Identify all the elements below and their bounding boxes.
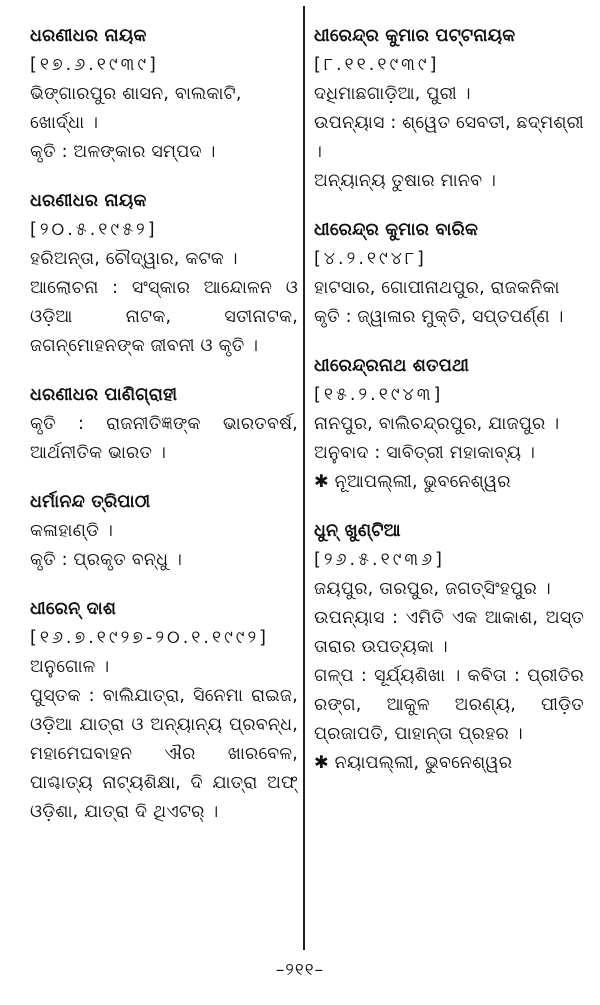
entry-name: ଧୀରେନ୍ଦ୍ରନାଥ ଶତପଥୀ [314,356,470,376]
entry-line: ଜୟପୁର, ତାରପୁର, ଜଗତ୍‌ସିଂହପୁର । [314,579,551,599]
entry-line: ✱ ନୟାପଲ୍ଲୀ, ଭୁବନେଶ୍ୱର [314,753,513,773]
entry-line: ଅନ୍ୟାନ୍ୟ ତୁଷାର ମାନବ । [314,171,497,191]
entry [30,595,298,827]
entry [30,488,298,575]
entry-dates: [୧୭.୬.୧୯୩୯] [30,55,159,75]
entry-dates: [୨୦.୫.୧୯୫୨] [30,220,158,240]
entry [30,22,298,167]
column-divider [303,6,305,950]
entry-dates: [୪.୨.୧୯୪୮] [314,249,427,269]
entry-name: ଧୀରେନ୍ ଦାଶ [30,599,117,619]
entry-line: ନାନପୁର, ବାଲିଚନ୍ଦ୍ରପୁର, ଯାଜପୁର । [314,414,560,434]
entry-line: ✱ ନୂଆପଲ୍ଲୀ, ଭୁବନେଶ୍ୱର [314,472,511,492]
entry-name: ଧରଣୀଧର ପାଣିଗ୍ରାହୀ [30,385,178,405]
entry-dates: [୨୬.୫.୧୯୩୬] [314,550,445,570]
entry-line: ଉପନ୍ୟାସ : ଶ୍ୱେତ ସେବତୀ, ଛଦ୍ମଶ୍ରୀ । [314,113,584,162]
entry-name: ଧର୍ମାନନ୍ଦ ତ୍ରିପାଠୀ [30,492,151,512]
entry-name: ଧୀରେନ୍ଦ୍ର କୁମାର ପଟ୍ଟନାୟକ [314,26,516,46]
entry-line: ଅନୁବାଦ : ସାବିତ୍ରୀ ମହାକାବ୍ୟ । [314,443,536,463]
entry-line: କୃତି : ପ୍ରକୃତ ବନ୍ଧୁ । [30,550,183,570]
right-column [314,22,584,798]
entry-line: ଉପନ୍ୟାସ : ଏମିତି ଏକ ଆକାଶ, ଅସ୍ତ ତାରାର ଉପତ୍ୟକା । [314,608,584,657]
left-column [30,22,298,847]
entry-line: ହାଟସାର, ଗୋପୀନାଥପୁର, ରାଜକନିକା [314,278,560,298]
entry [30,381,298,468]
entry [30,187,298,361]
entry-line: ଆଲୋଚନା : ସଂସ୍କାର ଆନ୍ଦୋଳନ ଓ ଓଡ଼ିଆ ନାଟକ, ସତୀନାଟକ, ଜଗନ୍ମୋହନଙ୍କ ଜୀବନୀ ଓ କୃତି । [30,278,298,356]
entry-line: ଦଧିମାଛଗାଡ଼ିଆ, ପୁରୀ । [314,84,471,104]
entry-line: କୃତି : ଜ୍ୱାଳାର ମୁକ୍ତି, ସପ୍ତପର୍ଣ୍ଣ । [314,307,564,327]
entry-name: ଧରଣୀଧର ନାୟକ [30,26,147,46]
entry-dates: [୧୬.୭.୧୯୨୭-୨୦.୧.୧୯୯୨] [30,628,270,648]
entry-dates: [୧୫.୨.୧୯୪୩] [314,385,444,405]
entry-line: ଭିଙ୍ଗାରପୁର ଶାସନ, ବାଲକାଟି, ଖୋର୍ଦ୍ଧା । [30,84,242,133]
entry [314,352,584,497]
entry-line: କଳାହାଣ୍ଡି । [30,521,114,541]
entry-line: ପୁସ୍ତକ : ବାଲିଯାତ୍ରା, ସିନେମା ରାଇଜ, ଓଡ଼ିଆ ଯାତ୍ରା ଓ ଅନ୍ୟାନ୍ୟ ପ୍ରବନ୍ଧ, ମହାମେଘବାହନ ଐର ଖାରବେଳ, ପାଶ୍ଚାତ୍ୟ ନାଟ୍ୟଶିକ୍ଷା, ଦି ଯାତ୍ରା ଅଫ୍ ଓଡ଼ିଶା, ଯାତ୍ରା ଦି ଥିଏଟର୍ । [30,686,298,822]
page-number: –୨୧୧– [275,960,325,980]
entry-line: କୃତି : ଅଳଙ୍କାର ସମ୍ପଦ । [30,142,216,162]
entry [314,22,584,196]
entry-dates: [୮.୧୧.୧୯୩୯] [314,55,440,75]
entry-line: କୃତି : ରାଜନୀତିଜ୍ଞଙ୍କ ଭାରତବର୍ଷ, ଆର୍ଥନୀତିକ ଭାରତ । [30,414,298,463]
entry-name: ଧରଣୀଧର ନାୟକ [30,191,147,211]
entry-name: ଧୁନ୍ ଖୁଣ୍ଟିଆ [314,521,401,541]
entry-line: ଅନୁଗୋଳ । [30,657,110,677]
entry-name: ଧୀରେନ୍ଦ୍ର କୁମାର ବାରିକ [314,220,479,240]
entry [314,216,584,332]
entry-line: ହରିଅନ୍ତା, ଚୌଦ୍ୱାର, କଟକ । [30,249,238,269]
entry [314,517,584,778]
entry-line: ଗଳ୍ପ : ସୂର୍ଯ୍ୟଶିଖା । କବିତା : ପ୍ରୀତିର ରଙ୍ଗ, ଆକୁଳ ଅରଣ୍ୟ, ପୀଡ଼ିତ ପ୍ରଜାପତି, ପାହାନ୍ତା ପ୍ରହର । [314,666,584,744]
